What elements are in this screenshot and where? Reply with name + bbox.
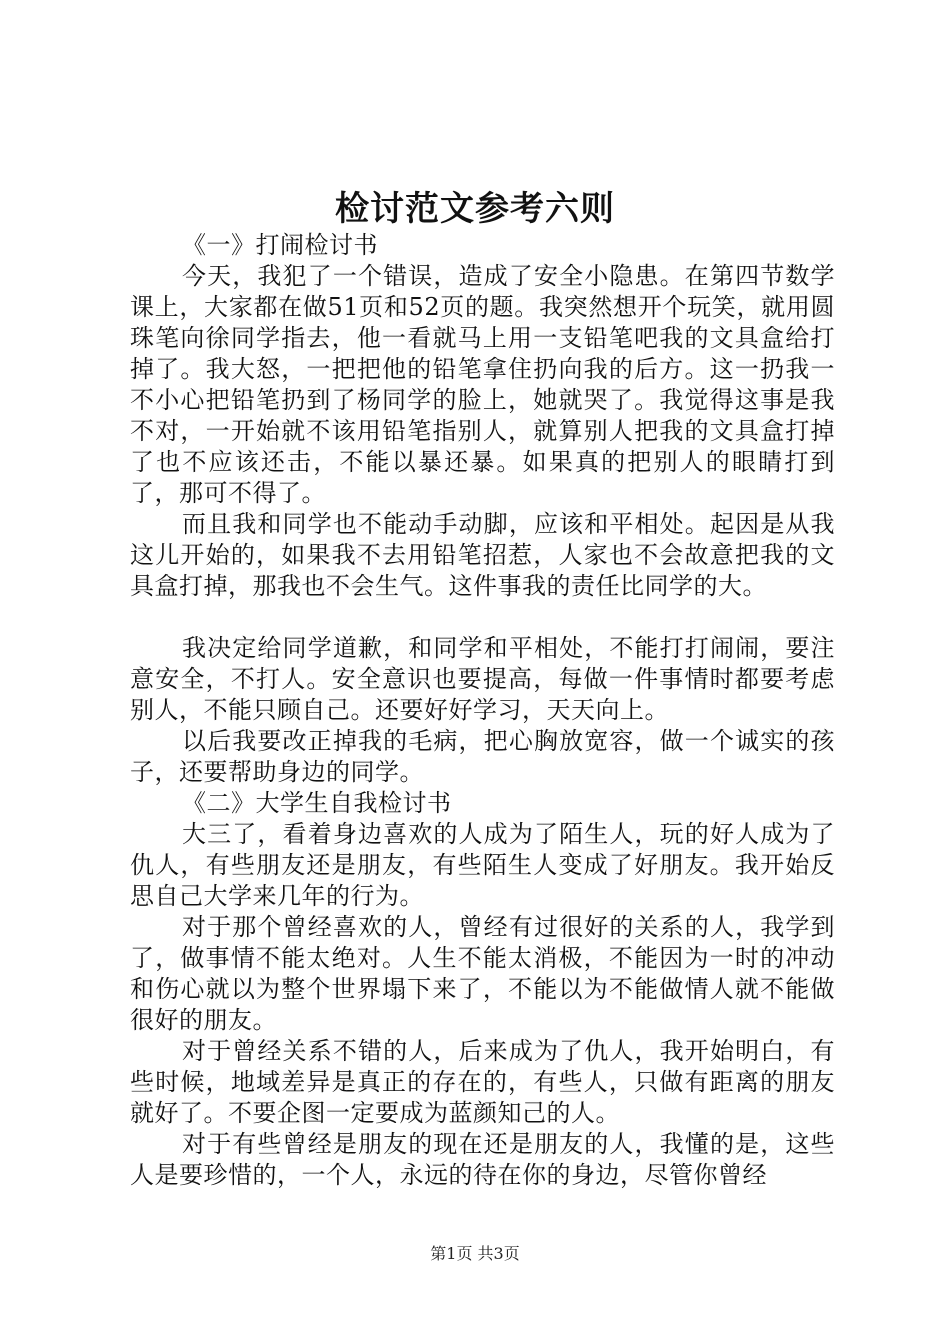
document-body (130, 230, 835, 1191)
paragraph: 对于有些曾经是朋友的现在还是朋友的人，我懂的是，这些人是要珍惜的，一个人，永远的待在你的身边，尽管你曾经 (130, 1130, 835, 1189)
paragraph: 大三了，看着身边喜欢的人成为了陌生人，玩的好人成为了仇人，有些朋友还是朋友，有些陌生人变成了好朋友。我开始反思自己大学来几年的行为。 (130, 820, 835, 910)
document-title: 检讨范文参考六则 (335, 189, 615, 229)
section-heading-1: 《一》打闹检讨书 (182, 231, 378, 259)
section-heading-2: 《二》大学生自我检讨书 (182, 789, 452, 817)
paragraph: 今天，我犯了一个错误，造成了安全小隐患。在第四节数学课上，大家都在做51页和52页的题。我突然想开个玩笑，就用圆珠笔向徐同学指去，他一看就马上用一支铅笔吧我的文具盒给打掉了。我大怒，一把把他的铅笔拿住扔向我的后方。这一扔我一不小心把铅笔扔到了杨同学的脸上，她就哭了。我觉得这事是我不对，一开始就不该用铅笔指别人，就算别人把我的文具盒打掉了也不应该还击，不能以暴还暴。如果真的把别人的眼睛打到了，那可不得了。 (130, 262, 835, 507)
paragraph: 对于曾经关系不错的人，后来成为了仇人，我开始明白，有些时候，地域差异是真正的存在的，有些人，只做有距离的朋友就好了。不要企图一定要成为蓝颜知己的人。 (130, 1037, 835, 1127)
paragraph: 而且我和同学也不能动手动脚，应该和平相处。起因是从我这儿开始的，如果我不去用铅笔招惹，人家也不会故意把我的文具盒打掉，那我也不会生气。这件事我的责任比同学的大。 (130, 510, 835, 600)
paragraph: 以后我要改正掉我的毛病，把心胸放宽容，做一个诚实的孩子，还要帮助身边的同学。 (130, 727, 835, 786)
page-footer: 第1页 共3页 (430, 1244, 520, 1263)
paragraph: 对于那个曾经喜欢的人，曾经有过很好的关系的人，我学到了，做事情不能太绝对。人生不能太消极，不能因为一时的冲动和伤心就以为整个世界塌下来了，不能以为不能做情人就不能做很好的朋友。 (130, 913, 835, 1034)
paragraph: 我决定给同学道歉，和同学和平相处，不能打打闹闹，要注意安全，不打人。安全意识也要提高，每做一件事情时都要考虑别人，不能只顾自己。还要好好学习，天天向上。 (130, 634, 835, 724)
